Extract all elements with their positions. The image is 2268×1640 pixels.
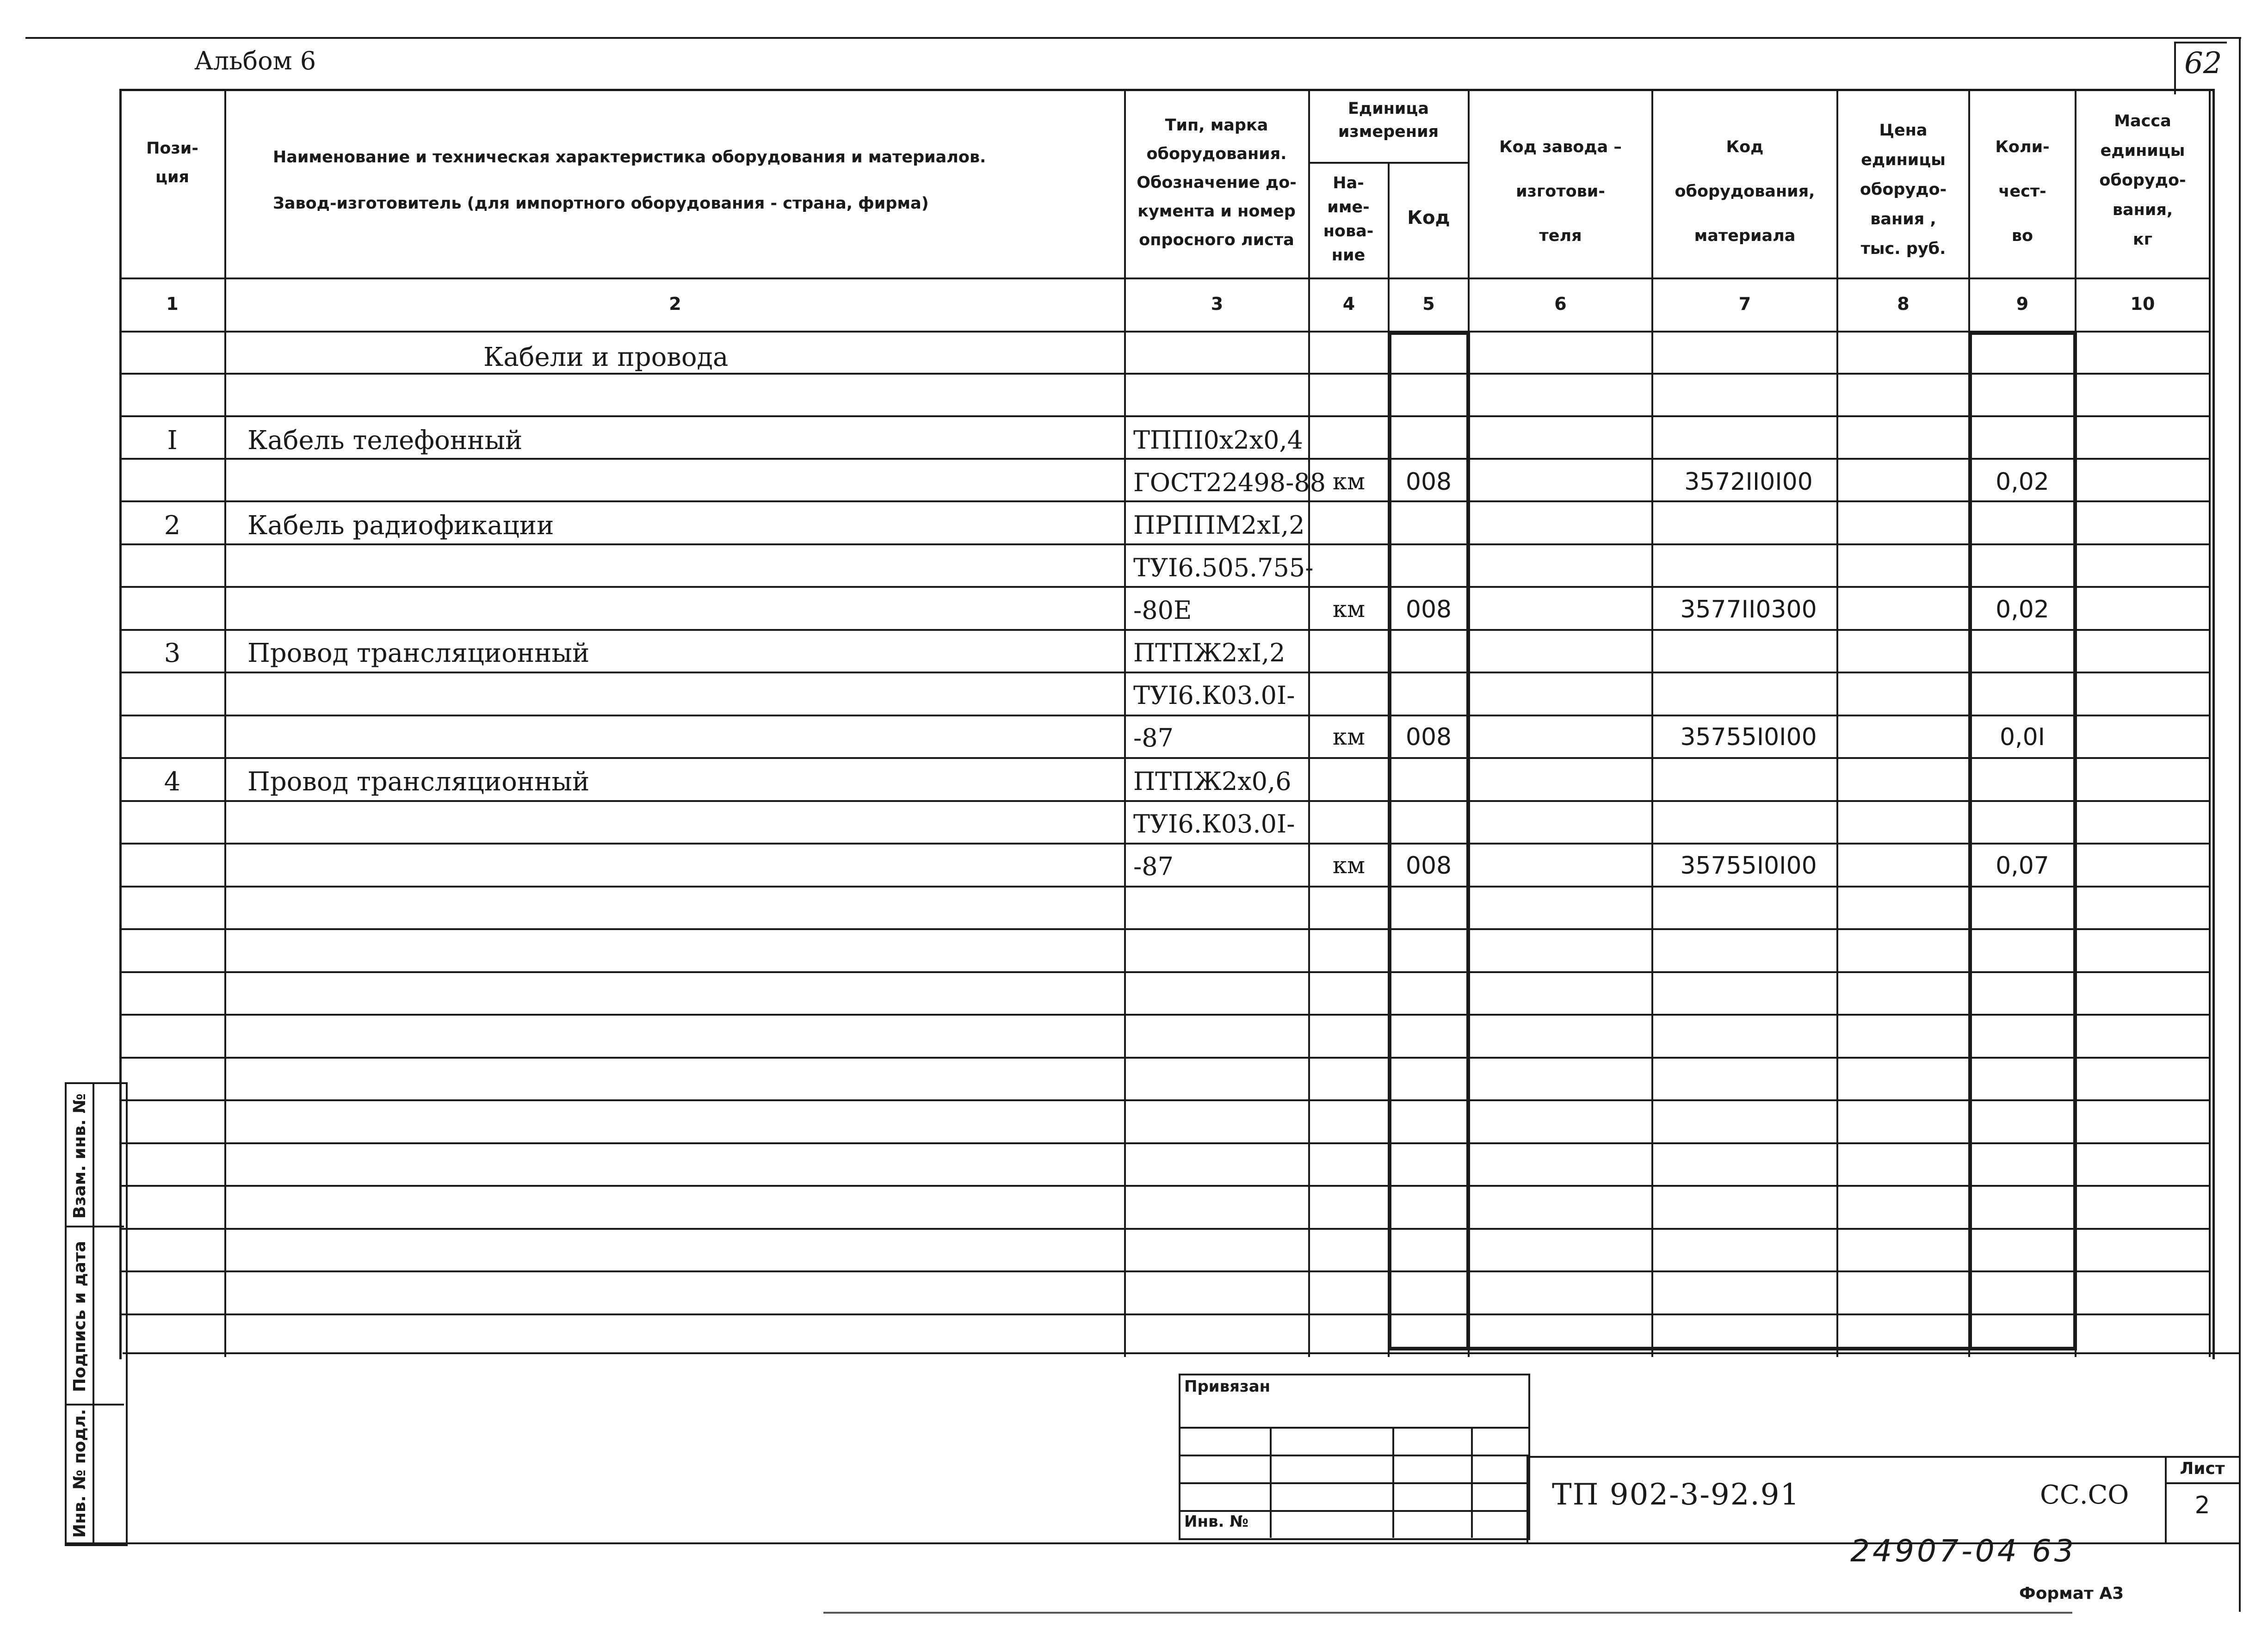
colnum-2: 2 <box>669 294 681 314</box>
format-label: Формат А3 <box>2019 1584 2124 1603</box>
colnum-8: 8 <box>1897 294 1910 314</box>
header-col6: Код завода – изготови- теля <box>1499 138 1622 245</box>
row-type: -87 <box>1133 723 1174 752</box>
colnum-bottom-line <box>119 331 2210 333</box>
row-line <box>119 843 2210 845</box>
row-line <box>119 800 2210 802</box>
corner-page-number: 62 <box>2184 46 2222 80</box>
row-line <box>119 1099 2210 1101</box>
row-name: Провод трансляционный <box>247 638 590 668</box>
row-type: -80Е <box>1133 596 1192 625</box>
side-strip-divider <box>93 1082 94 1542</box>
thick-bottom <box>1388 1347 2077 1350</box>
colnum-7: 7 <box>1738 294 1751 314</box>
row-equipment-code: 3572II0I00 <box>1684 468 1813 496</box>
row-line <box>119 458 2210 460</box>
header-col4: На- име- нова- ние <box>1323 174 1374 265</box>
right-border <box>2239 37 2241 1612</box>
row-unit: км <box>1332 723 1366 750</box>
header-col10: Масса единицы оборудо- вания, кг <box>2099 112 2186 249</box>
title-block-top <box>1526 1456 2239 1458</box>
row-type: ТУI6.К03.0I- <box>1133 809 1295 838</box>
row-line <box>119 586 2210 588</box>
sheet-box-left <box>2165 1456 2167 1544</box>
colnum-9: 9 <box>2016 294 2029 314</box>
row-line <box>119 715 2210 716</box>
bound-line-1 <box>1179 1427 1528 1429</box>
row-position: 2 <box>164 511 181 541</box>
bound-vline-3 <box>1471 1427 1473 1538</box>
row-position: 3 <box>164 638 181 668</box>
colnum-10: 10 <box>2130 294 2155 314</box>
row-line <box>119 886 2210 888</box>
row-line <box>119 971 2210 973</box>
row-unit-code: 008 <box>1405 852 1452 880</box>
colnum-1: 1 <box>166 294 179 314</box>
row-position: I <box>167 425 178 456</box>
album-label: Альбом 6 <box>194 46 316 75</box>
header-col3: Тип, марка оборудования. Обозначение до- кумента и номер опросного листа <box>1137 116 1297 249</box>
row-line <box>119 543 2210 545</box>
header-col8: Цена единицы оборудо- вания , тыс. руб. <box>1860 121 1947 258</box>
row-type: ПТПЖ2х0,6 <box>1133 767 1292 796</box>
archive-number: 24907-04 63 <box>1850 1533 2076 1569</box>
page-trim-line <box>823 1612 2072 1614</box>
colnum-3: 3 <box>1211 294 1224 314</box>
row-quantity: 0,0I <box>1999 723 2046 751</box>
colnum-4: 4 <box>1342 294 1355 314</box>
doc-suffix: СС.СО <box>2040 1480 2129 1510</box>
row-line <box>119 415 2210 417</box>
header-col5: Код <box>1407 207 1450 228</box>
bound-vline-2 <box>1392 1427 1394 1538</box>
colnum-6: 6 <box>1554 294 1567 314</box>
row-name: Кабель телефонный <box>247 425 523 456</box>
side-strip-line-1 <box>65 1226 124 1227</box>
bound-line-3 <box>1179 1482 1528 1484</box>
row-line <box>119 1270 2210 1272</box>
top-border <box>25 37 2241 39</box>
row-type: ПРППМ2хI,2 <box>1133 511 1305 540</box>
row-line <box>119 1313 2210 1315</box>
row-line <box>119 672 2210 673</box>
row-line <box>119 1185 2210 1187</box>
side-label-replace-inv: Взам. инв. № <box>70 1093 89 1219</box>
header-bottom-line <box>119 277 2210 279</box>
row-line <box>119 629 2210 631</box>
row-unit-code: 008 <box>1405 468 1452 496</box>
row-quantity: 0,07 <box>1996 852 2049 880</box>
row-unit: км <box>1332 468 1366 495</box>
row-type: ГОСТ22498-88 <box>1133 468 1326 497</box>
title-block-left <box>1526 1456 1528 1544</box>
row-type: ТППI0х2х0,4 <box>1133 425 1304 455</box>
side-label-signature-date: Подпись и дата <box>70 1241 89 1392</box>
row-name: Провод трансляционный <box>247 767 590 797</box>
side-strip-line-2 <box>65 1404 124 1406</box>
row-equipment-code: 35755I0I00 <box>1680 852 1817 880</box>
row-unit: км <box>1332 852 1366 879</box>
side-label-inv-original: Инв. № подл. <box>70 1409 89 1538</box>
row-line <box>119 1057 2210 1059</box>
row-unit: км <box>1332 596 1366 623</box>
row-type: -87 <box>1133 852 1174 881</box>
header-col1: Пози- ция <box>146 139 198 186</box>
row-equipment-code: 3577II0300 <box>1680 596 1817 623</box>
header-col9: Коли- чест- во <box>1995 138 2050 245</box>
sheet-box-divider <box>2165 1482 2239 1484</box>
row-line <box>119 500 2210 502</box>
header-unit-group: Единица измерения <box>1338 99 1439 141</box>
bound-label: Привязан <box>1184 1377 1271 1396</box>
row-type: ТУI6.505.755- <box>1133 553 1314 582</box>
bound-vline-1 <box>1270 1427 1272 1538</box>
row-type: ПТПЖ2хI,2 <box>1133 638 1285 667</box>
row-line <box>119 928 2210 930</box>
frame-bottom-line <box>123 1352 2239 1354</box>
row-line <box>119 373 2210 375</box>
row-unit-code: 008 <box>1405 723 1452 751</box>
sheet-label: Лист <box>2180 1459 2225 1478</box>
inv-label: Инв. № <box>1184 1512 1249 1531</box>
bound-line-2 <box>1179 1455 1528 1456</box>
sheet-number: 2 <box>2194 1492 2210 1519</box>
header-col7: Код оборудования, материала <box>1675 138 1815 245</box>
row-line <box>119 757 2210 759</box>
row-type: ТУI6.К03.0I- <box>1133 681 1295 710</box>
unit-group-line <box>1308 162 1468 164</box>
row-line <box>119 1228 2210 1230</box>
row-position: 4 <box>164 767 181 797</box>
row-name: Кабель радиофикации <box>247 511 554 541</box>
colnum-5: 5 <box>1422 294 1435 314</box>
section-title: Кабели и провода <box>483 342 729 372</box>
row-line <box>119 1014 2210 1016</box>
row-line <box>119 1142 2210 1144</box>
row-quantity: 0,02 <box>1996 596 2049 623</box>
row-quantity: 0,02 <box>1996 468 2049 496</box>
row-equipment-code: 35755I0I00 <box>1680 723 1817 751</box>
doc-code: ТП 902-3-92.91 <box>1552 1478 1800 1512</box>
header-col2: Наименование и техническая характеристика оборудования и материалов. Завод-изготовитель (для импортного оборудования - страна, фирма) <box>273 148 986 213</box>
row-unit-code: 008 <box>1405 596 1452 623</box>
bound-line-4 <box>1179 1510 1528 1512</box>
